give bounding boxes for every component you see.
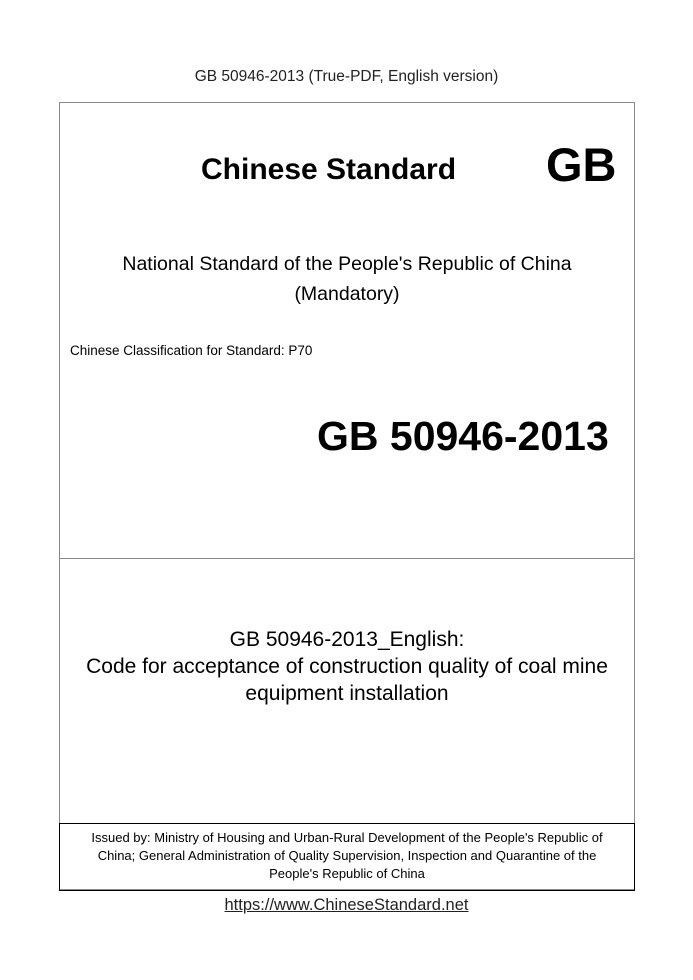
- classification-label: Chinese Classification for Standard: P70: [70, 343, 313, 358]
- title-line-2: Code for acceptance of construction quality of coal mine: [86, 655, 608, 678]
- document-header: GB 50946-2013 (True-PDF, English version): [194, 68, 499, 85]
- document-title: [60, 626, 634, 707]
- mandatory-label: (Mandatory): [294, 283, 400, 305]
- title-section: [60, 559, 634, 825]
- issuer-text: [60, 829, 634, 883]
- issuer-line-3: People's Republic of China: [269, 866, 425, 881]
- standard-number: GB 50946-2013: [317, 413, 609, 459]
- issuer-box: [59, 823, 635, 891]
- brand-title: Chinese Standard: [201, 153, 457, 186]
- national-standard-line: National Standard of the People's Republic of China: [122, 253, 572, 275]
- website-link[interactable]: https://www.ChineseStandard.net: [224, 896, 469, 914]
- national-standard-label: [60, 249, 634, 309]
- cover-section: [60, 103, 634, 559]
- title-line-1: GB 50946-2013_English:: [229, 628, 465, 651]
- brand-code: GB: [546, 138, 617, 191]
- title-line-3: equipment installation: [245, 682, 449, 705]
- issuer-line-2: China; General Administration of Quality Supervision, Inspection and Quarantine of the: [97, 848, 597, 863]
- cover-frame: [59, 102, 635, 890]
- issuer-line-1: Issued by: Ministry of Housing and Urban-Rural Development of the People's Republic of: [91, 830, 603, 845]
